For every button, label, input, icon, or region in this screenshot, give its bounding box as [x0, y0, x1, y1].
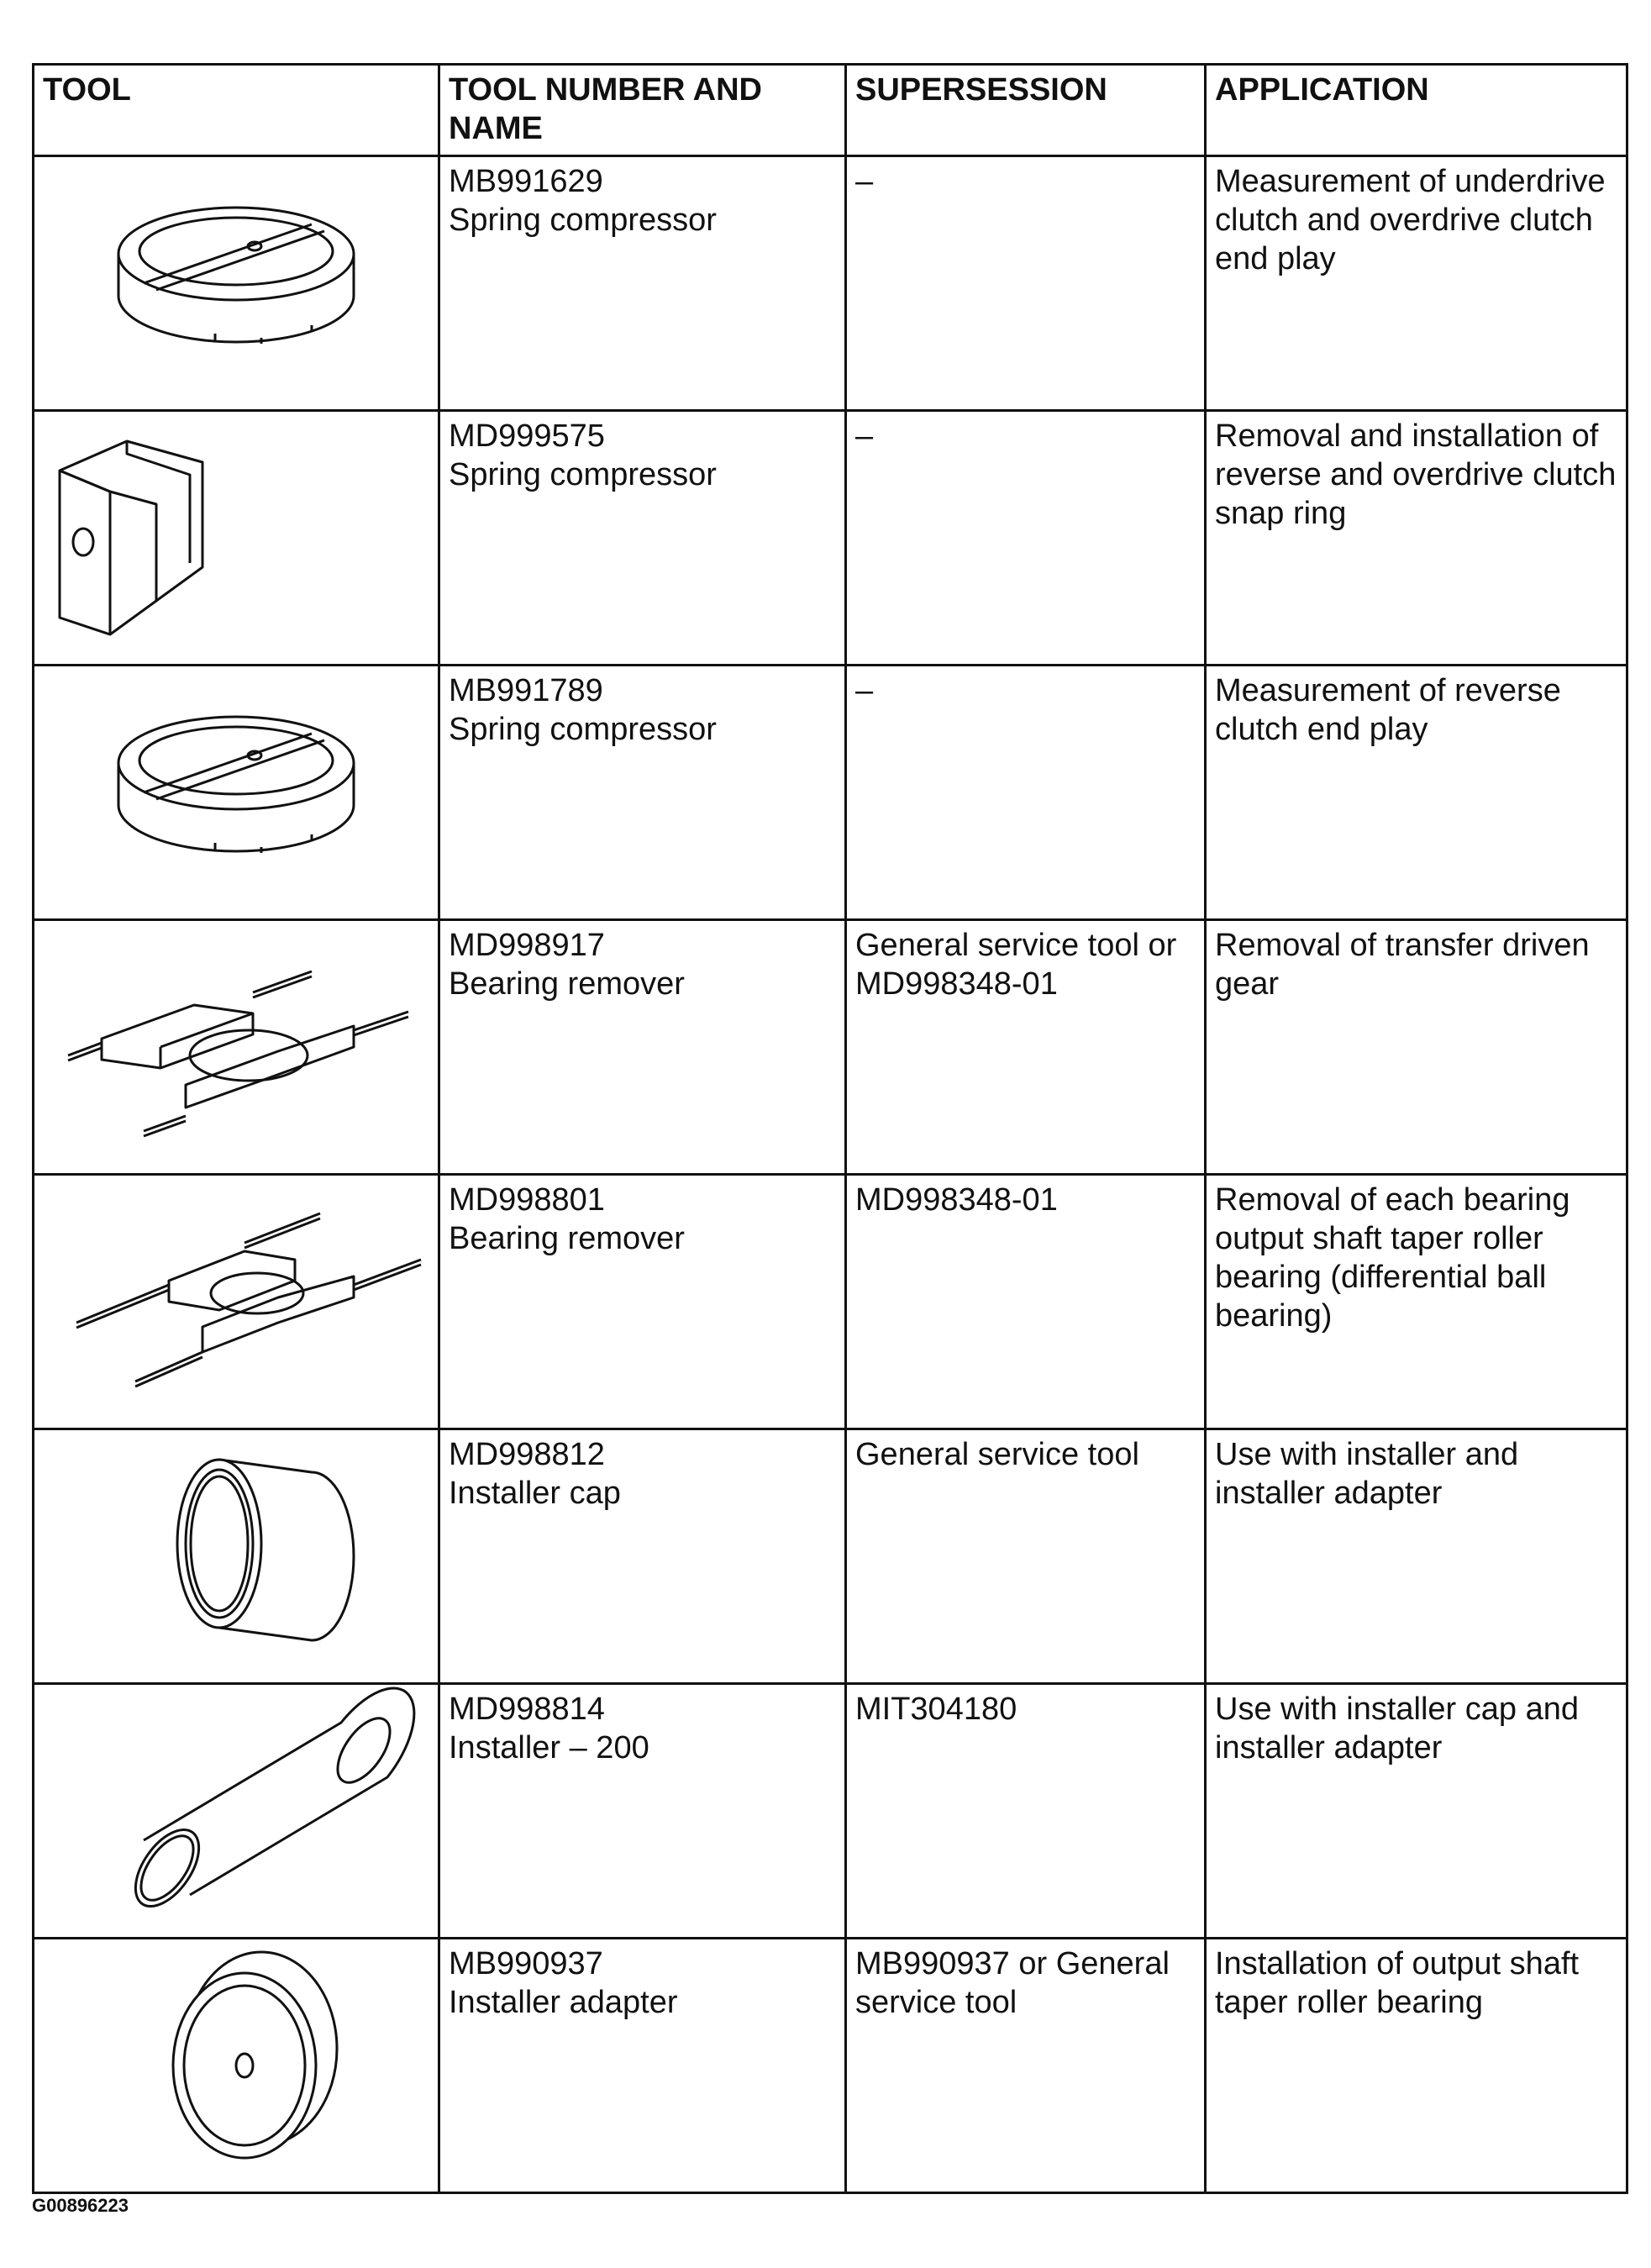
tool-image-cell: [34, 411, 439, 666]
tool-name: Bearing remover: [449, 1221, 685, 1256]
installer-cap-icon: [34, 1430, 438, 1682]
tool-image-cell: [34, 1175, 439, 1429]
header-application: APPLICATION: [1206, 65, 1627, 156]
header-supersession: SUPERSESSION: [846, 65, 1206, 156]
supersession-cell: General service tool or MD998348-01: [846, 920, 1206, 1175]
table-row: [34, 1429, 1627, 1684]
application-cell: Installation of output shaft taper roller bearing: [1206, 1939, 1627, 2193]
tool-number: MD998814: [449, 1692, 605, 1727]
tool-name: Spring compressor: [449, 712, 717, 747]
tool-number-name-cell: [439, 1684, 846, 1939]
tool-number: MB990937: [449, 1946, 603, 1981]
table-row: [34, 1684, 1627, 1939]
supersession-cell: –: [846, 666, 1206, 920]
supersession-cell: MD998348-01: [846, 1175, 1206, 1429]
spring-compressor-ring-icon: [34, 666, 438, 918]
bearing-remover-icon: [34, 1176, 438, 1428]
application-cell: Removal of each bearing output shaft taper roller bearing (differential ball bearing): [1206, 1175, 1627, 1429]
tool-number: MD998917: [449, 928, 605, 963]
tool-number-name-cell: [439, 920, 846, 1175]
tool-number-name-cell: [439, 1429, 846, 1684]
table-row: [34, 1175, 1627, 1429]
tool-number: MD998801: [449, 1182, 605, 1218]
spring-compressor-bracket-icon: [34, 412, 438, 664]
figure-id: G00896223: [32, 2195, 129, 2216]
application-cell: Use with installer and installer adapter: [1206, 1429, 1627, 1684]
tool-image-cell: [34, 1684, 439, 1939]
spring-compressor-ring-icon: [34, 157, 438, 409]
header-row: [34, 65, 1627, 156]
tool-name: Spring compressor: [449, 457, 717, 492]
tool-image-cell: [34, 666, 439, 920]
tool-number-name-cell: [439, 156, 846, 411]
tool-image-cell: [34, 156, 439, 411]
supersession-cell: General service tool: [846, 1429, 1206, 1684]
installer-adapter-icon: [34, 1939, 438, 2192]
tool-number-name-cell: [439, 1175, 846, 1429]
tool-name: Installer cap: [449, 1476, 621, 1511]
tool-name: Installer – 200: [449, 1730, 649, 1765]
tool-number: MD998812: [449, 1437, 605, 1472]
application-cell: Measurement of underdrive clutch and overdrive clutch end play: [1206, 156, 1627, 411]
tool-name: Spring compressor: [449, 203, 717, 238]
special-tools-table: [32, 63, 1628, 2194]
table-row: [34, 411, 1627, 666]
installer-tube-icon: [34, 1685, 438, 1937]
table-row: [34, 156, 1627, 411]
bearing-remover-icon: [34, 921, 438, 1173]
supersession-cell: MB990937 or General service tool: [846, 1939, 1206, 2193]
application-cell: Removal of transfer driven gear: [1206, 920, 1627, 1175]
tool-number-name-cell: [439, 1939, 846, 2193]
tool-image-cell: [34, 920, 439, 1175]
header-tool-number-name: TOOL NUMBER AND NAME: [439, 65, 846, 156]
tool-number: MD999575: [449, 418, 605, 454]
application-cell: Measurement of reverse clutch end play: [1206, 666, 1627, 920]
tool-number-name-cell: [439, 411, 846, 666]
table-row: [34, 666, 1627, 920]
table-row: [34, 1939, 1627, 2193]
tool-image-cell: [34, 1939, 439, 2193]
supersession-cell: MIT304180: [846, 1684, 1206, 1939]
tool-name: Bearing remover: [449, 966, 685, 1002]
tool-number-name-cell: [439, 666, 846, 920]
application-cell: Removal and installation of reverse and overdrive clutch snap ring: [1206, 411, 1627, 666]
table-row: [34, 920, 1627, 1175]
header-tool: TOOL: [34, 65, 439, 156]
tool-name: Installer adapter: [449, 1985, 678, 2020]
supersession-cell: –: [846, 411, 1206, 666]
tool-image-cell: [34, 1429, 439, 1684]
tool-number: MB991629: [449, 164, 603, 199]
supersession-cell: –: [846, 156, 1206, 411]
application-cell: Use with installer cap and installer adapter: [1206, 1684, 1627, 1939]
tool-number: MB991789: [449, 673, 603, 708]
